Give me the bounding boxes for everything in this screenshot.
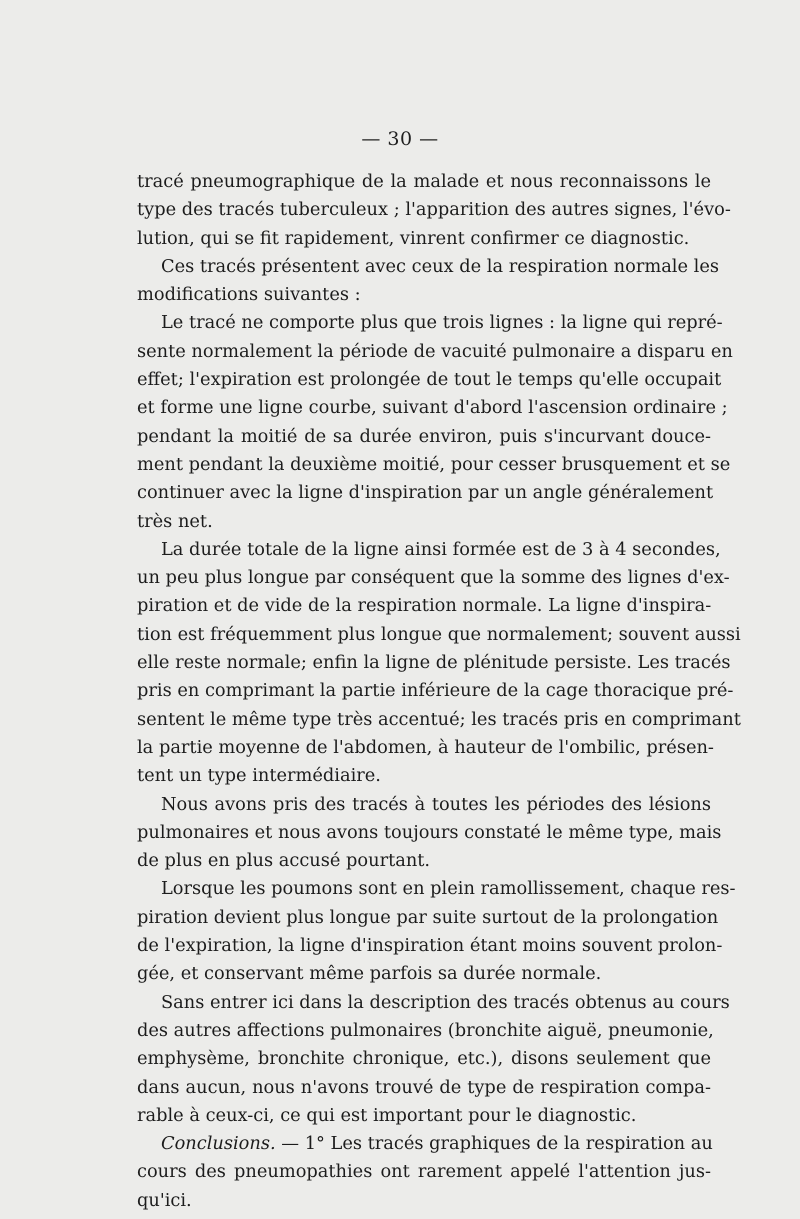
text-line: tion est fréquemment plus longue que normalement; souvent aussi (137, 623, 741, 645)
conclusions-label: Conclusions. (161, 1133, 276, 1155)
paragraph (137, 309, 733, 535)
text-line: gée, et conservant même parfois sa durée normale. (137, 963, 602, 985)
text-line: effet; l'expiration est prolongée de tout le temps qu'elle occupait (137, 369, 722, 391)
body-text (137, 168, 741, 1215)
text-line: sentent le même type très accentué; les tracés pris en comprimant (137, 708, 741, 730)
text-line: pris en comprimant la partie inférieure de la cage thoracique pré- (137, 680, 734, 702)
text-line: modifications suivantes : (137, 284, 361, 306)
text-line: La durée totale de la ligne ainsi formée est de 3 à 4 secondes, (161, 538, 721, 560)
text-line: tent un type intermédiaire. (137, 765, 381, 787)
paragraph (137, 989, 730, 1130)
text-line: piration et de vide de la respiration normale. La ligne d'inspira- (137, 595, 712, 617)
text-line: sente normalement la période de vacuité pulmonaire a disparu en (137, 340, 733, 362)
text-line: ment pendant la deuxième moitié, pour cesser brusquement et se (137, 453, 731, 475)
text-line: un peu plus longue par conséquent que la somme des lignes d'ex- (137, 567, 730, 589)
paragraph (137, 875, 736, 988)
page-number: — 30 — (361, 128, 439, 150)
text-line: continuer avec la ligne d'inspiration par un angle généralement (137, 482, 714, 504)
text-line: lution, qui se fit rapidement, vinrent confirmer ce diagnostic. (137, 227, 690, 249)
text-line: Lorsque les poumons sont en plein ramollissement, chaque res- (161, 878, 736, 900)
text-line: Le tracé ne comporte plus que trois lignes : la ligne qui repré- (161, 312, 723, 334)
text-line: piration devient plus longue par suite surtout de la prolongation (137, 906, 719, 928)
text-line: rable à ceux-ci, ce qui est important pour le diagnostic. (137, 1104, 637, 1126)
text-line: Ces tracés présentent avec ceux de la respiration normale les (161, 255, 719, 277)
text-line: qu'ici. (137, 1189, 192, 1211)
paragraph (137, 168, 731, 253)
text-line: dans aucun, nous n'avons trouvé de type de respiration compa- (137, 1076, 711, 1098)
text-line: Sans entrer ici dans la description des tracés obtenus au cours (161, 991, 730, 1013)
text-line: cours des pneumopathies ont rarement appelé l'attention jus- (137, 1161, 711, 1183)
text-line: la partie moyenne de l'abdomen, à hauteur de l'ombilic, présen- (137, 736, 714, 758)
text-line: type des tracés tuberculeux ; l'apparition des autres signes, l'évo- (137, 199, 731, 221)
text-line: pendant la moitié de sa durée environ, puis s'incurvant douce- (137, 425, 711, 447)
paragraph (137, 253, 719, 310)
text-line: des autres affections pulmonaires (bronchite aiguë, pneumonie, (137, 1019, 714, 1041)
text-line: elle reste normale; enfin la ligne de plénitude persiste. Les tracés (137, 652, 731, 674)
text-line: tracé pneumographique de la malade et nous reconnaissons le (137, 171, 711, 192)
text-line: de plus en plus accusé pourtant. (137, 850, 431, 872)
paragraph (137, 791, 722, 876)
text-line (137, 1130, 711, 1158)
paragraph (137, 536, 741, 791)
text-line: et forme une ligne courbe, suivant d'abord l'ascension ordinaire ; (137, 397, 728, 419)
text-line: Nous avons pris des tracés à toutes les périodes des lésions (161, 793, 711, 815)
text-line: pulmonaires et nous avons toujours constaté le même type, mais (137, 821, 722, 843)
conclusions-first-line: — 1° Les tracés graphiques de la respiration au (275, 1133, 713, 1155)
text-line: très net. (137, 510, 213, 532)
conclusions-paragraph (137, 1130, 711, 1215)
text-line: de l'expiration, la ligne d'inspiration étant moins souvent prolon- (137, 935, 723, 957)
text-line: emphysème, bronchite chronique, etc.), disons seulement que (137, 1048, 711, 1070)
